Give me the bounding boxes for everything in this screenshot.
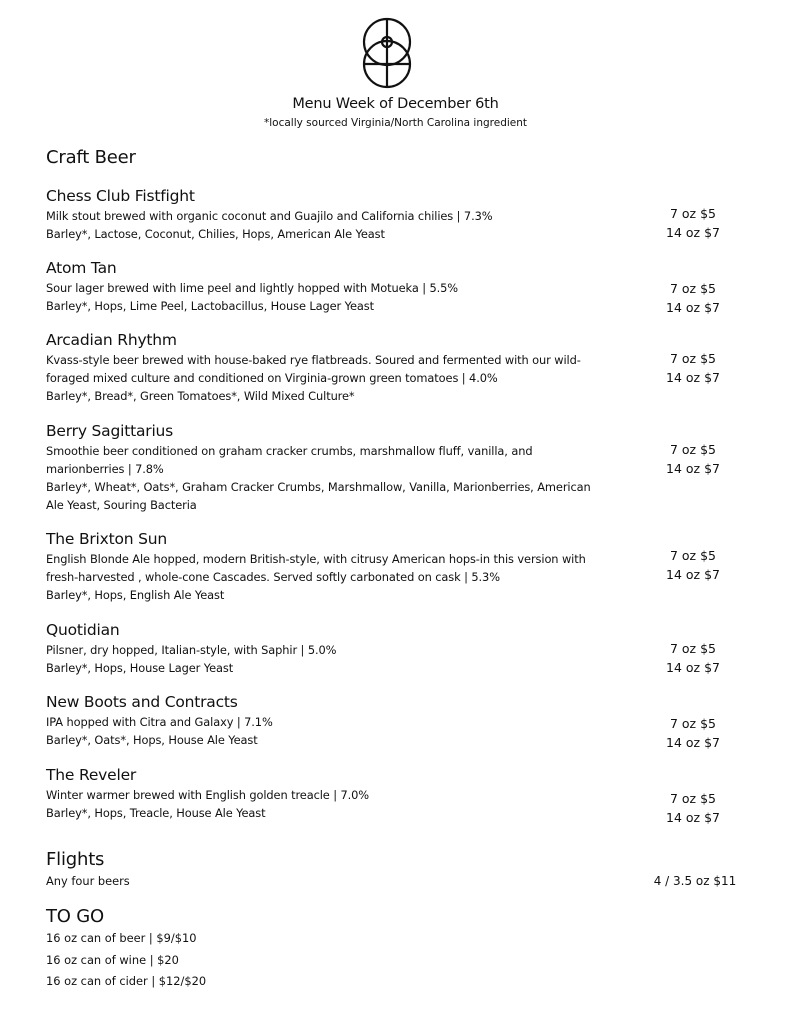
price-large: 14 oz $7 bbox=[666, 567, 720, 582]
beer-name: Quotidian bbox=[46, 621, 120, 639]
beer-name: Berry Sagittarius bbox=[46, 422, 174, 440]
beer-item bbox=[46, 765, 626, 822]
beer-name: Atom Tan bbox=[46, 259, 117, 277]
beer-price bbox=[648, 789, 738, 827]
beer-description: Winter warmer brewed with English golden treacle | 7.0% bbox=[46, 788, 370, 802]
price-small: 7 oz $5 bbox=[669, 442, 716, 457]
craft-beer-heading: Craft Beer bbox=[46, 147, 136, 168]
beer-price bbox=[648, 639, 738, 677]
price-small: 7 oz $5 bbox=[669, 641, 716, 656]
beer-ingredients: Barley*, Wheat*, Oats*, Graham Cracker Crumbs, Marshmallow, Vanilla, Marionberries, American bbox=[46, 480, 591, 494]
beer-ingredients: Barley*, Bread*, Green Tomatoes*, Wild Mixed Culture* bbox=[46, 389, 355, 403]
price-large: 14 oz $7 bbox=[666, 300, 720, 315]
menu-title: Menu Week of December 6th bbox=[292, 96, 499, 112]
beer-item bbox=[46, 258, 626, 315]
beer-ingredients: Barley*, Hops, Treacle, House Ale Yeast bbox=[46, 806, 266, 820]
price-small: 7 oz $5 bbox=[669, 351, 716, 366]
to-go-item: 16 oz can of wine | $20 bbox=[46, 953, 179, 967]
beer-name: New Boots and Contracts bbox=[46, 693, 238, 711]
beer-description: English Blonde Ale hopped, modern British-style, with citrusy American hops-in this version with bbox=[46, 552, 586, 566]
price-large: 14 oz $7 bbox=[666, 461, 720, 476]
to-go-item: 16 oz can of beer | $9/$10 bbox=[46, 931, 197, 945]
beer-price bbox=[648, 279, 738, 317]
beer-description: fresh-harvested , whole-cone Cascades. Served softly carbonated on cask | 5.3% bbox=[46, 570, 500, 584]
beer-name: Arcadian Rhythm bbox=[46, 331, 177, 349]
beer-name: Chess Club Fistfight bbox=[46, 187, 195, 205]
beer-item bbox=[46, 186, 626, 243]
beer-description: foraged mixed culture and conditioned on Virginia-grown green tomatoes | 4.0% bbox=[46, 371, 498, 385]
price-small: 7 oz $5 bbox=[669, 206, 716, 221]
beer-ingredients: Barley*, Lactose, Coconut, Chilies, Hops, American Ale Yeast bbox=[46, 227, 385, 241]
beer-description: IPA hopped with Citra and Galaxy | 7.1% bbox=[46, 715, 273, 729]
beer-description: Milk stout brewed with organic coconut and Guajilo and California chilies | 7.3% bbox=[46, 209, 493, 223]
beer-ingredients: Barley*, Oats*, Hops, House Ale Yeast bbox=[46, 733, 258, 747]
beer-item bbox=[46, 529, 626, 604]
menu-subtitle: *locally sourced Virginia/North Carolina ingredient bbox=[263, 117, 528, 129]
beer-ingredients: Ale Yeast, Souring Bacteria bbox=[46, 498, 197, 512]
flights-heading: Flights bbox=[46, 849, 105, 870]
brewery-logo bbox=[362, 17, 412, 89]
beer-item bbox=[46, 421, 626, 514]
beer-description: marionberries | 7.8% bbox=[46, 462, 164, 476]
beer-name: The Brixton Sun bbox=[46, 530, 168, 548]
price-large: 14 oz $7 bbox=[666, 810, 720, 825]
price-small: 7 oz $5 bbox=[669, 791, 716, 806]
beer-description: Smoothie beer conditioned on graham cracker crumbs, marshmallow fluff, vanilla, and bbox=[46, 444, 533, 458]
to-go-heading: TO GO bbox=[46, 906, 105, 927]
beer-price bbox=[648, 440, 738, 478]
price-small: 7 oz $5 bbox=[669, 716, 716, 731]
price-large: 14 oz $7 bbox=[666, 660, 720, 675]
beer-ingredients: Barley*, Hops, House Lager Yeast bbox=[46, 661, 234, 675]
beer-item bbox=[46, 692, 626, 749]
beer-item bbox=[46, 620, 626, 677]
price-large: 14 oz $7 bbox=[666, 370, 720, 385]
beer-name: The Reveler bbox=[46, 766, 137, 784]
price-large: 14 oz $7 bbox=[666, 225, 720, 240]
flights-price: 4 / 3.5 oz $11 bbox=[653, 874, 737, 888]
beer-ingredients: Barley*, Hops, English Ale Yeast bbox=[46, 588, 225, 602]
price-large: 14 oz $7 bbox=[666, 735, 720, 750]
to-go-item: 16 oz can of cider | $12/$20 bbox=[46, 974, 207, 988]
beer-price bbox=[648, 204, 738, 242]
beer-description: Kvass-style beer brewed with house-baked rye flatbreads. Soured and fermented with our wild- bbox=[46, 353, 581, 367]
beer-description: Sour lager brewed with lime peel and lightly hopped with Motueka | 5.5% bbox=[46, 281, 459, 295]
beer-price bbox=[648, 714, 738, 752]
beer-price bbox=[648, 546, 738, 584]
price-small: 7 oz $5 bbox=[669, 548, 716, 563]
beer-item bbox=[46, 330, 626, 405]
beer-ingredients: Barley*, Hops, Lime Peel, Lactobacillus, House Lager Yeast bbox=[46, 299, 374, 313]
beer-price bbox=[648, 349, 738, 387]
price-small: 7 oz $5 bbox=[669, 281, 716, 296]
flights-description: Any four beers bbox=[46, 874, 130, 888]
beer-description: Pilsner, dry hopped, Italian-style, with Saphir | 5.0% bbox=[46, 643, 337, 657]
